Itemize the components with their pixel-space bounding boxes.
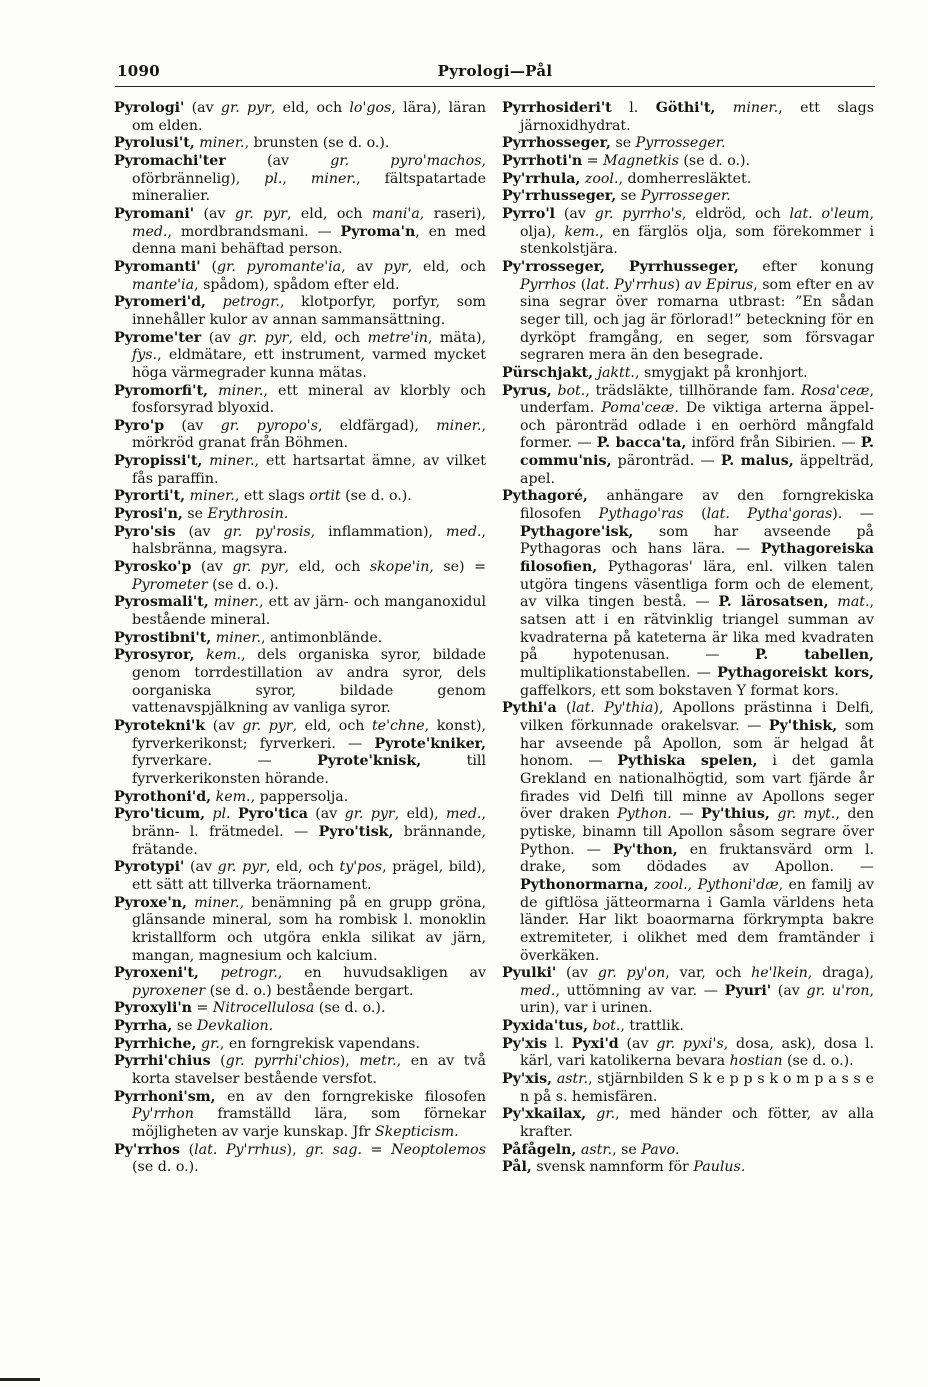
page-number: 1090	[117, 62, 160, 80]
dictionary-entry: Pål, svensk namnform för Paulus.	[502, 1159, 746, 1176]
dictionary-entry: Pyrrhoni'sm, en av den forngrekiske filosofen Py'rrhon framställd lära, som förnekar möjligheten av varje kunskap. Jfr Skepticism.	[114, 1088, 486, 1141]
dictionary-entry: Pyrologi' (av gr. pyr, eld, och lo'gos, lära), läran om elden.	[114, 100, 486, 134]
dictionary-entry: Pyrosyror, kem., dels organiska syror, bildade genom torrdestillation av andra syror, dels oorganiska syror, bildade genom vattenavspjälkning av vanliga syror.	[114, 647, 486, 717]
dictionary-entry: Pyrolusi't, miner., brunsten (se d. o.).	[114, 135, 390, 152]
dictionary-entry: Pyrostibni't, miner., antimonblände.	[114, 629, 383, 646]
dictionary-entry: Py'rrhos (lat. Py'rrhus), gr. sag. = Neoptolemos (se d. o.).	[114, 1141, 486, 1176]
dictionary-entry: Py'rrhusseger, se Pyrrosseger.	[502, 188, 731, 205]
dictionary-entry: Py'rrosseger, Pyrrhusseger, efter konung Pyrrhos (lat. Py'rrhus) av Epirus, som efter en av sina segrar över romarna utbrast: ”En sådan seger till, och jag är förlorad!” beteckning för en dyrköpt framgång, en seger, som försvagar segraren mera än den besegrade.	[502, 258, 874, 364]
dictionary-entry: Pyrrhiche, gr., en forngrekisk vapendans.	[114, 1035, 420, 1052]
dictionary-entry: Pyroxeni't, petrogr., en huvudsakligen av pyroxener (se d. o.) bestående bergart.	[114, 965, 486, 999]
dictionary-entry: Pythagoré, anhängare av den forngrekiska filosofen Pythago'ras (lat. Pytha'goras). — Pythagore'isk, som har avseende på Pythagoras och hans lära. — Pythagoreiska filosofien, Pythagoras' lära, enl. vilken talen utgöra tingens väsentliga form och de element, av vilka tingen bestå. — P. lärosatsen, mat., satsen att i en rätvinklig triangel summan av kvadraterna på kateterna är lika med kvadraten på hypotenusan. — P. tabellen, multiplikationstabellen. — Pythagoreiskt kors, gaffelkors, ett som bokstaven Y format kors.	[502, 488, 875, 699]
dictionary-entry: Pyrothoni'd, kem., pappersolja.	[114, 788, 349, 805]
dictionary-entry: Pyrotekni'k (av gr. pyr, eld, och te'chne, konst), fyrverkerikonst; fyrverkeri. — Pyrote'kniker, fyrverkare. — Pyrote'knisk, till fyrverkerikonsten hörande.	[114, 717, 486, 787]
dictionary-entry: Pyulki' (av gr. py'on, var, och he'lkein, draga), med., uttömning av var. — Pyuri' (av gr. u'ron, urin), var i urinen.	[502, 965, 875, 1017]
page-header	[115, 58, 875, 87]
dictionary-entry: Pyroxe'n, miner., benämning på en grupp gröna, glänsande mineral, som ha rombisk l. monoklin kristallform och utgöra enkla silikat av järn, mangan, magnesium och kalcium.	[114, 894, 486, 964]
dictionary-entry: Py'xis l. Pyxi'd (av gr. pyxi's, dosa, ask), dosa l. kärl, vari katolikerna bevara hostian (se d. o.).	[502, 1035, 875, 1070]
dictionary-entry: Pyro'p (av gr. pyropo's, eldfärgad), miner., mörkröd granat från Böhmen.	[114, 417, 486, 452]
dictionary-entry: Pyrome'ter (av gr. pyr, eld, och metre'in, mäta), fys., eldmätare, ett instrument, varmed mycket höga värmegrader kunna mätas.	[114, 329, 486, 381]
dictionary-entry: Pyrosko'p (av gr. pyr, eld, och skope'in, se) = Pyrometer (se d. o.).	[114, 559, 486, 593]
running-head: Pyrologi—Pål	[437, 62, 553, 80]
left-column	[114, 100, 486, 1177]
dictionary-entry: Pyromorfi't, miner., ett mineral av klorbly och fosforsyrad blyoxid.	[114, 382, 486, 417]
dictionary-entry: Pythi'a (lat. Py'thia), Apollons prästinna i Delfi, vilken förkunnade orakelsvar. — Py'thisk, som har avseende på Apollon, som är helgad åt honom. — Pythiska spelen, i det gamla Grekland en nationalhögtid, som vart fjärde år firades vid Delfi till minne av Apollons seger över draken Python. — Py'thius, gr. myt., den pytiske, binamn till Apollon såsom segrare över Python. — Py'thon, en fruktansvärd orm l. drake, som dödades av Apollon. — Pythonormarna, zool., Pythoni'dæ, en familj av de giftlösa jätteormarna i Gamla världens heta länder. Har likt boaormarna förkrympta bakre extremiteter, i olikhet med dem framtänder i överkäken.	[502, 700, 875, 964]
dictionary-entry: Pyrrha, se Devkalion.	[114, 1018, 274, 1035]
dictionary-entry: Pyrotypi' (av gr. pyr, eld, och ty'pos, prägel, bild), ett sätt att tillverka träornament.	[114, 859, 487, 893]
dictionary-entry: Pyxida'tus, bot., trattlik.	[502, 1018, 684, 1035]
right-column	[502, 100, 874, 1177]
margin-mark	[0, 1378, 40, 1381]
dictionary-entry: Pürschjakt, jaktt., smygjakt på kronhjort.	[502, 364, 808, 381]
dictionary-entry: Pyro'sis (av gr. py'rosis, inflammation), med., halsbränna, magsyra.	[114, 523, 486, 558]
dictionary-entry: Pyrrhi'chius (gr. pyrrhi'chios), metr., en av två korta stavelser bestående versfot.	[114, 1053, 486, 1088]
dictionary-entry: Pyromeri'd, petrogr., klotporfyr, porfyr, som innehåller kulor av annan sammansättning.	[114, 294, 486, 328]
dictionary-entry: Pyrrhosseger, se Pyrrosseger.	[502, 135, 726, 152]
dictionary-entry: Pyrosmali't, miner., ett av järn- och manganoxidul bestående mineral.	[114, 594, 486, 629]
dictionary-entry: Py'xis, astr., stjärnbilden S k e p p s k o m p a s s e n på s. hemisfären.	[502, 1071, 874, 1105]
dictionary-entry: Pyrro'l (av gr. pyrrho's, eldröd, och lat. o'leum, olja), kem., en färglös olja, som förekommer i stenkolstjära.	[502, 205, 874, 258]
dictionary-entry: Py'xkailax, gr., med händer och fötter, av alla krafter.	[502, 1106, 874, 1141]
dictionary-entry: Pyromanti' (gr. pyromante'ia, av pyr, eld, och mante'ia, spådom), spådom efter eld.	[114, 258, 486, 293]
dictionary-entry: Pyrosi'n, se Erythrosin.	[114, 506, 289, 523]
dictionary-entry: Pyrrhosideri't l. Göthi't, miner., ett slags järnoxidhydrat.	[502, 100, 874, 134]
dictionary-entry: Pyromani' (av gr. pyr, eld, och mani'a, raseri), med., mordbrandsmani. — Pyroma'n, en med denna mani behäftad person.	[114, 205, 486, 258]
dictionary-entry: Py'rrhula, zool., domherresläktet.	[502, 170, 752, 187]
dictionary-entry: Pyroxyli'n = Nitrocellulosa (se d. o.).	[114, 1000, 386, 1017]
dictionary-entry: Pyromachi'ter (av gr. pyro'machos, oförbrännelig), pl., miner., fältspatartade mineralier.	[114, 152, 487, 205]
dictionary-entry: Pyro'ticum, pl. Pyro'tica (av gr. pyr, eld), med., bränn- l. frätmedel. — Pyro'tisk, brännande, frätande.	[114, 806, 486, 858]
dictionary-entry: Pyrrhoti'n = Magnetkis (se d. o.).	[502, 152, 751, 169]
dictionary-entry: Pyrus, bot., trädsläkte, tillhörande fam. Rosa'ceæ, underfam. Poma'ceæ. De viktiga arterna äppel- och päronträd odlade i en oerhörd mångfald former. — P. bacca'ta, införd från Sibirien. — P. commu'nis, päronträd. — P. malus, äppelträd, apel.	[502, 382, 875, 487]
dictionary-entry: Pyrorti't, miner., ett slags ortit (se d. o.).	[114, 488, 412, 505]
dictionary-entry: Pyropissi't, miner., ett hartsartat ämne, av vilket fås paraffin.	[114, 453, 486, 487]
dictionary-entry: Påfågeln, astr., se Pavo.	[502, 1141, 680, 1158]
